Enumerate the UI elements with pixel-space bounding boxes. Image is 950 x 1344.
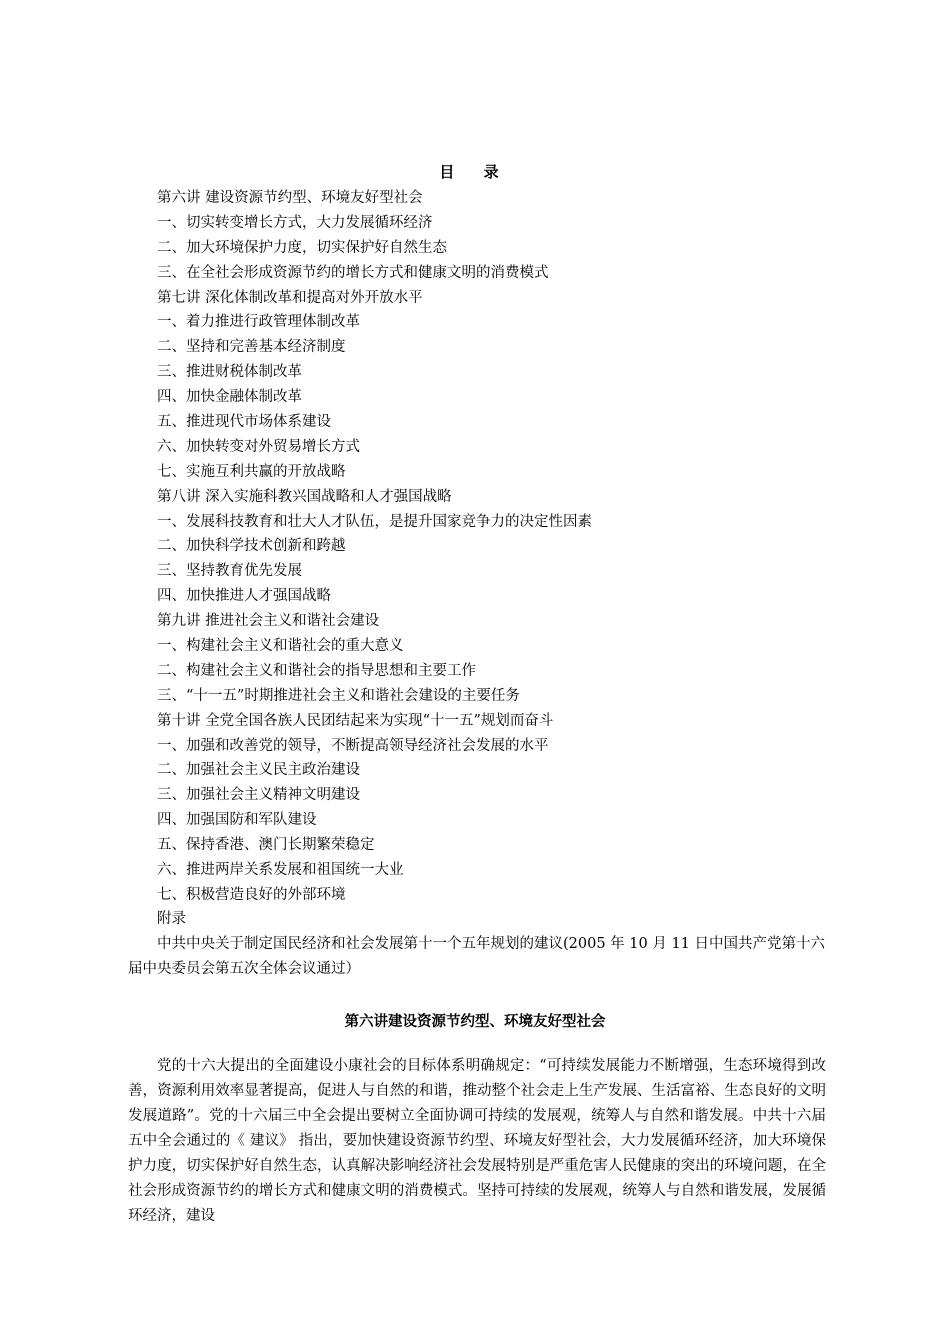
toc-item: 二、加大环境保护力度，切实保护好自然生态 bbox=[157, 239, 447, 256]
toc-item: 四、加快推进人才强国战略 bbox=[157, 588, 331, 605]
toc-item-lecture-8: 第八讲 深入实施科教兴国战略和人才强国战略 bbox=[157, 488, 452, 505]
toc-title: 目 录 bbox=[439, 163, 511, 181]
toc-item: 三、坚持教育优先发展 bbox=[157, 563, 302, 580]
toc-item-lecture-10: 第十讲 全党全国各族人民团结起来为实现“十一五”规划而奋斗 bbox=[157, 712, 554, 729]
toc-item: 三、“十一五”时期推进社会主义和谐社会建设的主要任务 bbox=[157, 687, 520, 704]
section-heading: 第六讲建设资源节约型、环境友好型社会 bbox=[344, 1013, 606, 1030]
appendix-label: 附录 bbox=[157, 911, 186, 927]
toc-item-lecture-9: 第九讲 推进社会主义和谐社会建设 bbox=[157, 613, 380, 630]
toc-item: 五、保持香港、澳门长期繁荣稳定 bbox=[157, 837, 375, 854]
toc-item: 一、构建社会主义和谐社会的重大意义 bbox=[157, 638, 404, 655]
toc-item: 二、构建社会主义和谐社会的指导思想和主要工作 bbox=[157, 662, 476, 679]
body-paragraph: 党的十六大提出的全面建设小康社会的目标体系明确规定：“可持续发展能力不断增强，生态环境得到改善，资源利用效率显著提高，促进人与自然的和谐，推动整个社会走上生产发展、生活富裕、生态良好的文明发展道路”。党的十六届三中全会提出要树立全面协调可持续的发展观，统筹人与自然和谐发展。中共十六届五中全会通过的《 建议》 指出，要加快建设资源节约型、环境友好型社会，大力发展循环经济，加大环境保护力度，切实保护好自然生态，认真解决影响经济社会发展特别是严重危害人民健康的突出的环境问题，在全社会形成资源节约的增长方式和健康文明的消费模式。坚持可持续的发展观，统筹人与自然和谐发展，发展循环经济，建设 bbox=[128, 1058, 826, 1224]
appendix-entry: 中共中央关于制定国民经济和社会发展第十一个五年规划的建议(2005 年 10 月 11 日中国共产党第十六届中央委员会第五次全体会议通过） bbox=[128, 936, 826, 977]
toc-item: 二、坚持和完善基本经济制度 bbox=[157, 339, 346, 356]
toc-item: 一、发展科技教育和壮大人才队伍，是提升国家竞争力的决定性因素 bbox=[157, 513, 592, 530]
toc-item: 四、加快金融体制改革 bbox=[157, 389, 302, 406]
toc-item: 二、加强社会主义民主政治建设 bbox=[157, 762, 360, 779]
toc-item: 五、推进现代市场体系建设 bbox=[157, 414, 331, 431]
toc-item: 一、加强和改善党的领导，不断提高领导经济社会发展的水平 bbox=[157, 737, 549, 754]
toc-item: 三、加强社会主义精神文明建设 bbox=[157, 787, 360, 804]
toc-item-lecture-6: 第六讲 建设资源节约型、环境友好型社会 bbox=[157, 190, 423, 206]
toc-item: 二、加快科学技术创新和跨越 bbox=[157, 538, 346, 555]
toc-list bbox=[0, 186, 950, 908]
toc-item: 六、推进两岸关系发展和祖国统一大业 bbox=[157, 862, 404, 879]
toc-item: 三、推进财税体制改革 bbox=[157, 364, 302, 381]
toc-item: 六、加快转变对外贸易增长方式 bbox=[157, 438, 360, 455]
toc-item: 七、积极营造良好的外部环境 bbox=[157, 886, 346, 903]
toc-item: 四、加强国防和军队建设 bbox=[157, 812, 317, 829]
toc-item: 七、实施互利共赢的开放战略 bbox=[157, 463, 346, 480]
toc-item: 一、着力推进行政管理体制改革 bbox=[157, 314, 360, 331]
toc-item: 三、在全社会形成资源节约的增长方式和健康文明的消费模式 bbox=[157, 264, 549, 281]
toc-item-lecture-7: 第七讲 深化体制改革和提高对外开放水平 bbox=[157, 289, 423, 306]
toc-item: 一、切实转变增长方式，大力发展循环经济 bbox=[157, 214, 433, 231]
